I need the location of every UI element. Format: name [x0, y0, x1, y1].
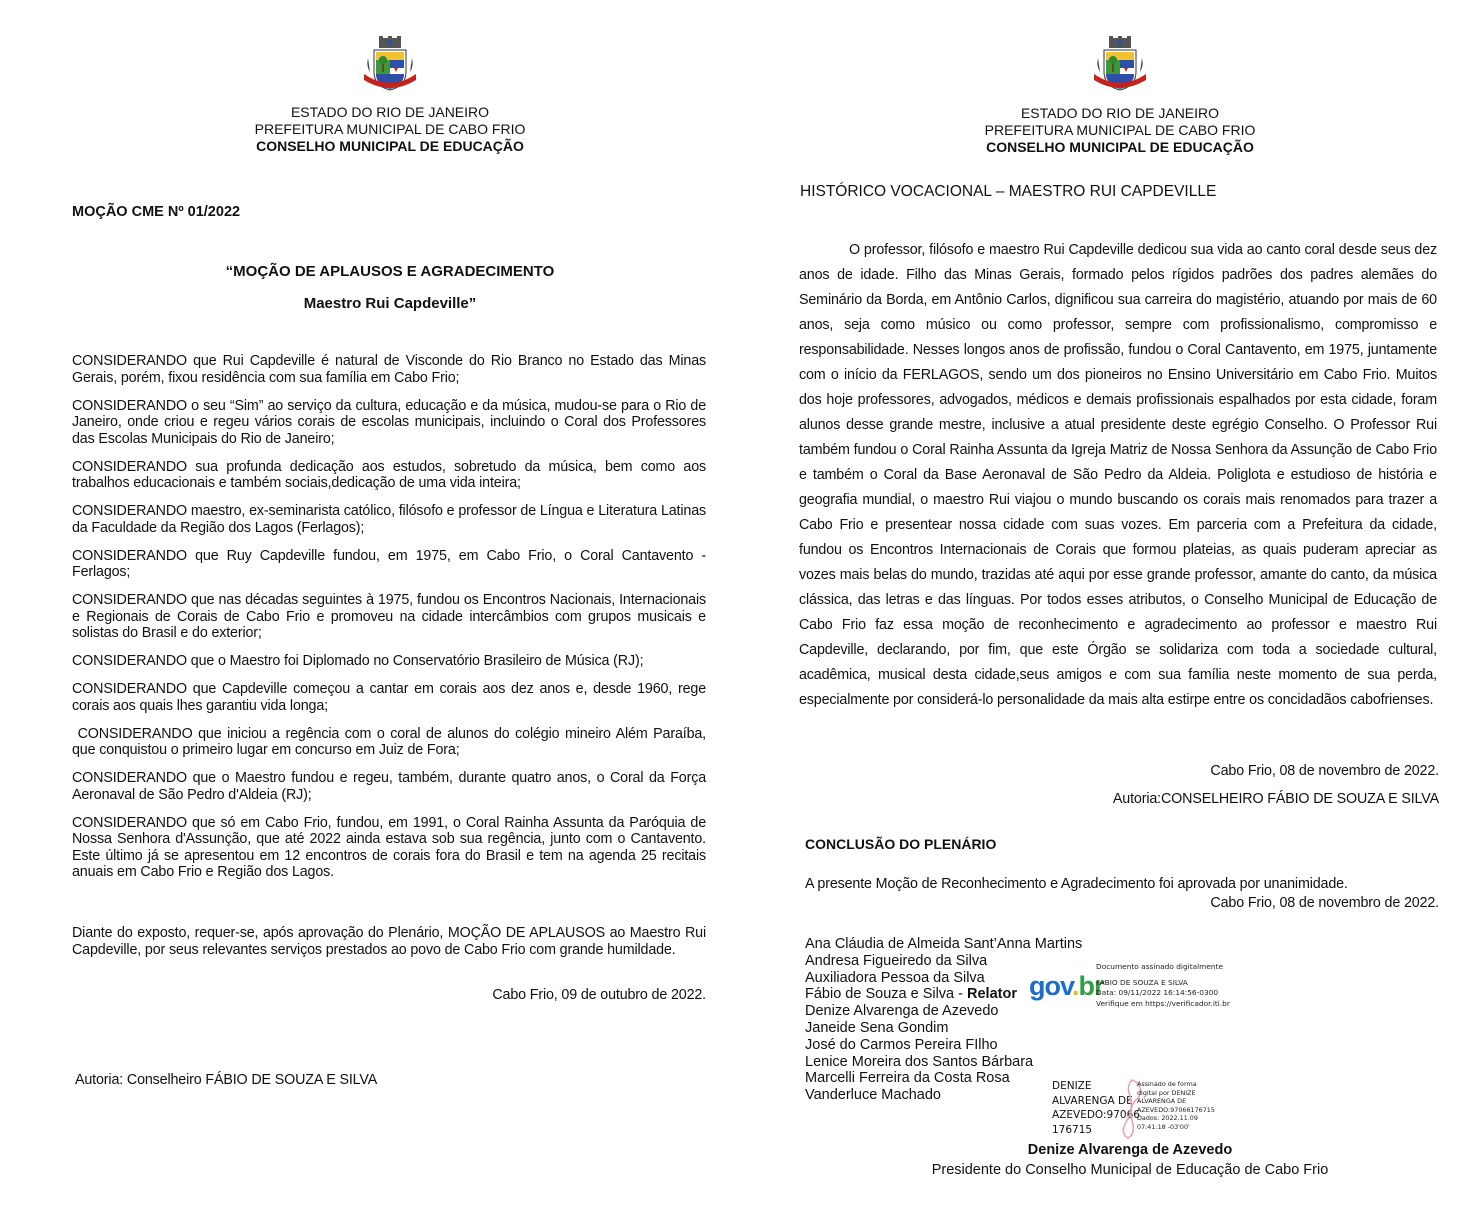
section-title: HISTÓRICO VOCACIONAL – MAESTRO RUI CAPDEVILLE [800, 183, 1217, 200]
considerando-item: CONSIDERANDO o seu “Sim” ao serviço da cultura, educação e da música, mudou-se para o Rio de Janeiro, onde criou e regeu vários corais de escolas municipais, incluindo o Coral dos Professores das Escolas Municipais do Rio de Janeiro; [72, 397, 706, 447]
considerando-item: CONSIDERANDO que o Maestro foi Diplomado no Conservatório Brasileiro de Música (RJ); [72, 653, 644, 669]
signature-detail-line: Assinado de forma [1137, 1080, 1197, 1088]
govbr-logo [1029, 972, 1104, 1000]
relator-label: Relator [967, 986, 1017, 1003]
member-name: Denize Alvarenga de Azevedo [805, 1003, 999, 1020]
member-name: Auxiliadora Pessoa da Silva [805, 969, 985, 986]
plenary-date: Cabo Frio, 08 de novembro de 2022. [1210, 895, 1439, 911]
govbr-signature-stamp [1096, 962, 1230, 1009]
member-name: Andresa Figueiredo da Silva [805, 952, 988, 969]
right-date: Cabo Frio, 08 de novembro de 2022. [1210, 763, 1439, 779]
govbr-logo-dot: . [1072, 971, 1079, 1001]
member-name: Lenice Moreira dos Santos Bárbara [805, 1053, 1034, 1070]
signature-detail-line: ALVARENGA DE [1137, 1097, 1187, 1106]
govbr-verify-link[interactable]: Verifique em https://verificador.iti.br [1096, 998, 1230, 1008]
doc-number: MOÇÃO CME Nº 01/2022 [72, 204, 241, 220]
plenary-title: CONCLUSÃO DO PLENÁRIO [805, 836, 997, 852]
member-name: Vanderluce Machado [805, 1087, 941, 1104]
signature-name-line: AZEVEDO:97066 [1052, 1109, 1140, 1122]
letterhead-prefecture: PREFEITURA MUNICIPAL DE CABO FRIO [254, 121, 526, 137]
govbr-stamp-line: Documento assinado digitalmente [1096, 962, 1224, 971]
coat-of-arms-icon [1092, 36, 1148, 96]
signature-detail-line: 07:41:18 -03'00' [1137, 1122, 1190, 1131]
letterhead [940, 105, 1300, 156]
letterhead-state: ESTADO DO RIO DE JANEIRO [290, 104, 490, 120]
considerando-item: CONSIDERANDO que Rui Capdeville é natural de Visconde do Rio Branco no Estado das Minas Gerais, porém, fixou residência com sua família em Cabo Frio; [72, 353, 706, 386]
signatory-role: Presidente do Conselho Municipal de Educação de Cabo Frio [931, 1162, 1329, 1178]
signature-detail-line: AZEVEDO:97066176715 [1137, 1105, 1215, 1114]
letterhead-council: CONSELHO MUNICIPAL DE EDUCAÇÃO [256, 138, 524, 154]
letterhead-state: ESTADO DO RIO DE JANEIRO [1020, 105, 1220, 121]
letterhead [210, 104, 570, 155]
govbr-signer-name: FABIO DE SOUZA E SILVA [1096, 977, 1188, 987]
council-members-list [805, 936, 1082, 1104]
letterhead-prefecture: PREFEITURA MUNICIPAL DE CABO FRIO [984, 122, 1256, 138]
biography-paragraph: O professor, filósofo e maestro Rui Capdeville dedicou sua vida ao canto coral desde seus dez anos de idade. Filho das Minas Gerais, formado pelos rígidos padrões dos padres alemães do Seminário da Borda, em Antônio Carlos, dignificou sua carreira do magistério, atuando por mais de 60 anos, seja como músico ou como professor, sempre com profissionalismo, compromisso e responsabilidade. Nesses longos anos de profissão, fundou o Coral Cantavento, em 1975, juntamente com o início da FERLAGOS, sendo um dos pioneiros no Ensino Universitário em Cabo Frio. Muitos dos hoje professores, advogados, médicos e demais profissionais espalhados por esta cidade, foram alunos desse grande mestre, inclusive a atual presidente deste egrégio Conselho. O Professor Rui também fundou o Coral Rainha Assunta da Igreja Matriz de Nossa Senhora da Assunção de Cabo Frio e também o Coral da Base Aeronaval de São Pedro da Aldeia. Poliglota e estudioso de história e geografia mundial, o maestro Rui viajou o mundo buscando os corais mais renomados para trazer a Cabo Frio e presentear nossa cidade com suas vozes. Em parceria com a Prefeitura da cidade, fundou os Encontros Internacionais de Corais que formou plateias, as quais puderam apreciar as vozes mais belas do mundo, trazidas até aqui por esse grande professor, amante do canto, da música clássica, das letras e das línguas. Por todos esses atributos, o Conselho Municipal de Educação de Cabo Frio faz essa moção de reconhecimento e agradecimento ao professor e maestro Rui Capdeville, declarando, por fim, que este Órgão se solidariza com toda a sociedade cultural, acadêmica, musical desta cidade,seus amigos e com sua família neste momento de sua perda, especialmente por considerá-lo personalidade da mais alta estirpe entre os concidadãos cabofrienses. [799, 242, 1437, 708]
letterhead-council: CONSELHO MUNICIPAL DE EDUCAÇÃO [986, 139, 1254, 155]
signature-name-line: 176715 [1052, 1123, 1093, 1136]
considerando-item: CONSIDERANDO que Ruy Capdeville fundou, em 1975, em Cabo Frio, o Coral Cantavento - Ferlagos; [72, 547, 706, 580]
coat-of-arms-icon [362, 36, 418, 96]
considerando-item: CONSIDERANDO que só em Cabo Frio, fundou, em 1991, o Coral Rainha Assunta da Paróquia de Nossa Senhora d'Assunção, que até 2022 ainda estava sob sua regência, junto com o Cantavento. Este último já se apresentou em 12 encontros de corais fora do Brasil e tem na agenda 25 recitais anuais em Cabo Frio e Região dos Lagos. [72, 814, 706, 880]
considerando-item: CONSIDERANDO que o Maestro fundou e regeu, também, durante quatro anos, o Coral da Força Aeronaval de São Pedro d'Aldeia (RJ); [72, 770, 706, 803]
considerando-item: CONSIDERANDO sua profunda dedicação aos estudos, sobretudo da música, bem como aos trabalhos educacionais e também sociais,dedicação de uma vida inteira; [72, 458, 706, 491]
member-name: Fábio de Souza e Silva - [805, 986, 968, 1003]
member-name: Janeide Sena Gondim [805, 1019, 949, 1036]
left-authorship: Autoria: Conselheiro FÁBIO DE SOUZA E SILVA [75, 1072, 378, 1088]
considerando-item: CONSIDERANDO maestro, ex-seminarista católico, filósofo e professor de Língua e Literatura Latinas da Faculdade da Região dos Lagos (Ferlagos); [72, 503, 706, 536]
member-name: Ana Cláudia de Almeida Sant’Anna Martins [805, 936, 1083, 952]
considerandos-list [72, 353, 710, 892]
considerando-item: CONSIDERANDO que nas décadas seguintes à 1975, fundou os Encontros Nacionais, Internacionais e Regionais de Corais de Cabo Frio e promoveu na cidade intercâmbios com grupos musicais e solistas do Brasil e do exterior; [72, 592, 706, 641]
signature-detail-line: digital por DENIZE [1137, 1088, 1196, 1097]
govbr-logo-gov: gov [1029, 971, 1072, 1001]
signature-name-line: ALVARENGA DE [1052, 1094, 1133, 1107]
digital-signature-details [1137, 1080, 1215, 1132]
govbr-signature-date: Data: 09/11/2022 16:14:56-0300 [1096, 988, 1219, 997]
signature-detail-line: Dados: 2022.11.09 [1137, 1114, 1198, 1123]
signatory-name: Denize Alvarenga de Azevedo [1027, 1142, 1233, 1158]
motion-subtitle: Maestro Rui Capdeville” [303, 295, 477, 312]
signature-name-line: DENIZE [1052, 1080, 1092, 1092]
considerando-item: CONSIDERANDO que iniciou a regência com o coral de alunos do colégio mineiro Além Paraíba, que conquistou o primeiro lugar em concurso em Juiz de Fora; [72, 725, 710, 758]
govbr-logo-br: br [1078, 971, 1104, 1001]
motion-title: “MOÇÃO DE APLAUSOS E AGRADECIMENTO [225, 263, 555, 280]
conclusion-paragraph: Diante do exposto, requer-se, após aprovação do Plenário, MOÇÃO DE APLAUSOS ao Maestro Rui Capdeville, por seus relevantes serviços prestados ao povo de Cabo Frio com grande humildade. [72, 925, 706, 958]
plenary-text: A presente Moção de Reconhecimento e Agradecimento foi aprovada por unanimidade. [805, 876, 1348, 892]
right-authorship: Autoria:CONSELHEIRO FÁBIO DE SOUZA E SILVA [1112, 791, 1439, 807]
left-date: Cabo Frio, 09 de outubro de 2022. [492, 987, 706, 1003]
member-name: José do Carmos Pereira FIlho [805, 1036, 998, 1053]
considerando-item: CONSIDERANDO que Capdeville começou a cantar em corais aos dez anos e, desde 1960, rege corais aos quais lhes garantiu vida longa; [72, 681, 706, 714]
member-name: Marcelli Ferreira da Costa Rosa [805, 1070, 1010, 1087]
